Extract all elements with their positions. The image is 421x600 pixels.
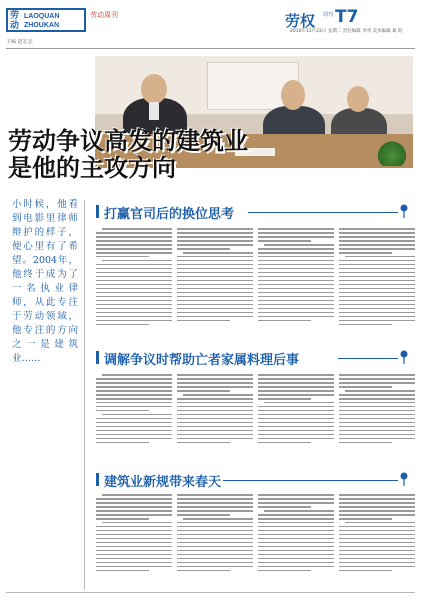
text-column bbox=[96, 374, 172, 446]
person-left-head bbox=[141, 74, 167, 104]
section-title: 打赢官司后的换位思考 bbox=[104, 207, 235, 222]
section-name: 劳权 bbox=[285, 12, 316, 30]
intro-text: 小时候，他看到电影里律师辩护的样子，便心里有了希望。2004年，他终于成为了一名执业律师，从此专注于劳动领域，他专注的方向之一是建筑业…… bbox=[12, 199, 78, 364]
logo-chinese: 劳动 bbox=[10, 11, 20, 31]
pushpin-icon bbox=[400, 350, 408, 364]
page-number: T7 bbox=[335, 7, 359, 27]
intro-sidebar bbox=[12, 198, 78, 568]
logo-english: LAOQUAN ZHOUKAN bbox=[24, 13, 60, 29]
text-column bbox=[177, 228, 253, 328]
section-marker bbox=[96, 205, 99, 218]
text-column bbox=[258, 494, 334, 574]
pushpin-icon bbox=[400, 204, 408, 218]
newspaper-logo bbox=[6, 8, 86, 32]
section-title: 建筑业新规带来春天 bbox=[104, 475, 222, 490]
section-rule bbox=[223, 480, 398, 481]
pushpin-icon bbox=[400, 472, 408, 486]
text-column bbox=[177, 374, 253, 446]
text-column bbox=[339, 494, 415, 574]
sidebar-divider bbox=[84, 200, 85, 590]
editor-credit: 主编 赵宏志 bbox=[6, 39, 33, 45]
person-center-head bbox=[281, 80, 305, 110]
text-column bbox=[258, 228, 334, 328]
section-rule bbox=[248, 212, 398, 213]
section-1-body bbox=[96, 228, 415, 328]
text-column bbox=[339, 374, 415, 446]
section-2-body bbox=[96, 374, 415, 446]
text-column bbox=[96, 494, 172, 574]
masthead bbox=[0, 0, 421, 56]
text-column bbox=[258, 374, 334, 446]
article-headline bbox=[8, 128, 348, 182]
section-rule bbox=[338, 358, 398, 359]
person-right-head bbox=[347, 86, 369, 112]
section-marker bbox=[96, 351, 99, 364]
section-3-body bbox=[96, 494, 415, 574]
headline-line-1: 劳动争议高发的建筑业 bbox=[8, 127, 248, 155]
logo-subtitle: 劳动周刊 bbox=[90, 11, 118, 19]
section-title: 调解争议时帮助亡者家属料理后事 bbox=[104, 353, 300, 368]
footer-divider bbox=[6, 592, 415, 593]
section-label: 周刊 bbox=[323, 12, 334, 18]
photo-plant bbox=[375, 140, 409, 166]
section-heading-2 bbox=[96, 348, 408, 368]
shirt-left bbox=[149, 102, 159, 120]
section-heading-1 bbox=[96, 202, 408, 222]
headline-line-2: 是他的主攻方向 bbox=[8, 154, 176, 182]
text-column bbox=[96, 228, 172, 328]
text-column bbox=[339, 228, 415, 328]
text-column bbox=[177, 494, 253, 574]
section-heading-3 bbox=[96, 470, 408, 490]
header-divider bbox=[6, 48, 415, 49]
section-marker bbox=[96, 473, 99, 486]
date-line: 2016年11月22日 星期二 责任编辑 李华 美术编辑 葛 昀 bbox=[290, 29, 403, 34]
